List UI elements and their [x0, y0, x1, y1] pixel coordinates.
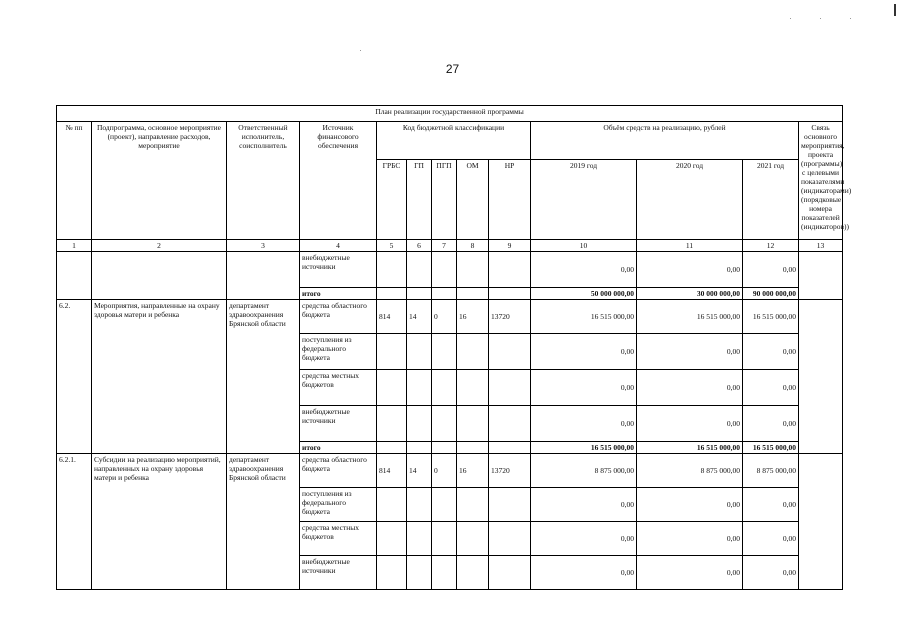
amount-2019: 8 875 000,00	[531, 454, 637, 488]
scan-speck	[360, 50, 361, 51]
amount-2020: 0,00	[637, 252, 743, 288]
col-number: 7	[432, 240, 457, 252]
header-subprogram: Подпрограмма, основное мероприятие (проект), направление расходов, мероприятие	[92, 122, 227, 240]
code-pgp: 0	[432, 300, 457, 334]
col-number: 5	[377, 240, 407, 252]
amount-2021: 0,00	[743, 556, 799, 590]
header-row-1	[57, 122, 843, 160]
header-grbs: ГРБС	[377, 160, 407, 240]
total-2020: 16 515 000,00	[637, 442, 743, 454]
amount-2019: 0,00	[531, 334, 637, 370]
code-om: 16	[457, 300, 489, 334]
col-number: 6	[407, 240, 432, 252]
source-cell: внебюджетные источники	[300, 406, 377, 442]
table-title-row	[57, 106, 843, 122]
code-grbs: 814	[377, 300, 407, 334]
header-link: Связь основного мероприятия, проекта (программы) с целевыми показателями (индикаторами) (порядковые номера показателей (индикаторов))	[799, 122, 843, 240]
col-number: 4	[300, 240, 377, 252]
header-budget-code: Код бюджетной классификации	[377, 122, 531, 160]
amount-2021: 0,00	[743, 406, 799, 442]
amount-2020: 0,00	[637, 488, 743, 522]
source-cell: внебюджетные источники	[300, 556, 377, 590]
total-2021: 90 000 000,00	[743, 288, 799, 300]
amount-2020: 0,00	[637, 334, 743, 370]
col-number: 9	[489, 240, 531, 252]
col-number: 8	[457, 240, 489, 252]
col-number: 1	[57, 240, 92, 252]
col-number: 2	[92, 240, 227, 252]
code-grbs: 814	[377, 454, 407, 488]
col-number: 13	[799, 240, 843, 252]
amount-2021: 0,00	[743, 252, 799, 288]
program-plan-table	[56, 105, 852, 590]
code-pgp: 0	[432, 454, 457, 488]
amount-2019: 0,00	[531, 406, 637, 442]
amount-2019: 0,00	[531, 556, 637, 590]
item-responsible: департамент здравоохранения Брянской области	[227, 454, 300, 590]
code-om: 16	[457, 454, 489, 488]
header-responsible: Ответственный исполнитель, соисполнитель	[227, 122, 300, 240]
amount-2021: 16 515 000,00	[743, 300, 799, 334]
scan-speck	[850, 18, 851, 19]
total-2019: 16 515 000,00	[531, 442, 637, 454]
amount-2019: 0,00	[531, 522, 637, 556]
col-number: 11	[637, 240, 743, 252]
source-cell: средства областного бюджета	[300, 454, 377, 488]
code-gp: 14	[407, 300, 432, 334]
page-number: 27	[445, 62, 460, 76]
header-pgp: ПГП	[432, 160, 457, 240]
total-2021: 16 515 000,00	[743, 442, 799, 454]
code-nr: 13720	[489, 454, 531, 488]
amount-2020: 16 515 000,00	[637, 300, 743, 334]
amount-2021: 0,00	[743, 334, 799, 370]
table-row	[57, 300, 843, 334]
scan-speck	[820, 18, 821, 19]
source-cell: внебюджетные источники	[300, 252, 377, 288]
header-volume: Объём средств на реализацию, рублей	[531, 122, 799, 160]
amount-2019: 16 515 000,00	[531, 300, 637, 334]
header-2019: 2019 год	[531, 160, 637, 240]
amount-2020: 0,00	[637, 556, 743, 590]
amount-2019: 0,00	[531, 488, 637, 522]
amount-2021: 8 875 000,00	[743, 454, 799, 488]
amount-2020: 0,00	[637, 406, 743, 442]
amount-2020: 0,00	[637, 522, 743, 556]
source-cell: поступления из федерального бюджета	[300, 488, 377, 522]
scan-speck	[790, 18, 791, 19]
code-nr: 13720	[489, 300, 531, 334]
total-label: итого	[300, 288, 377, 300]
item-responsible: департамент здравоохранения Брянской области	[227, 300, 300, 454]
amount-2021: 0,00	[743, 522, 799, 556]
item-number: 6.2.1.	[57, 454, 92, 590]
source-cell: средства местных бюджетов	[300, 522, 377, 556]
source-cell: средства областного бюджета	[300, 300, 377, 334]
amount-2020: 0,00	[637, 370, 743, 406]
header-num: № пп	[57, 122, 92, 240]
col-number: 10	[531, 240, 637, 252]
item-name: Субсидии на реализацию мероприятий, направленных на охрану здоровья матери и ребенка	[92, 454, 227, 590]
header-nr: НР	[489, 160, 531, 240]
table-title: План реализации государственной программы	[57, 106, 843, 122]
code-gp: 14	[407, 454, 432, 488]
header-source: Источник финансового обеспечения	[300, 122, 377, 240]
column-number-row	[57, 240, 843, 252]
col-number: 3	[227, 240, 300, 252]
total-2020: 30 000 000,00	[637, 288, 743, 300]
item-name: Мероприятия, направленные на охрану здоровья матери и ребенка	[92, 300, 227, 454]
item-number: 6.2.	[57, 300, 92, 454]
col-number: 12	[743, 240, 799, 252]
header-2021: 2021 год	[743, 160, 799, 240]
total-2019: 50 000 000,00	[531, 288, 637, 300]
table-row	[57, 252, 843, 288]
amount-2021: 0,00	[743, 370, 799, 406]
amount-2019: 0,00	[531, 370, 637, 406]
source-cell: средства местных бюджетов	[300, 370, 377, 406]
amount-2021: 0,00	[743, 488, 799, 522]
table-row	[57, 454, 843, 488]
total-label: итого	[300, 442, 377, 454]
header-gp: ГП	[407, 160, 432, 240]
scan-artifact-mark	[894, 4, 896, 16]
source-cell: поступления из федерального бюджета	[300, 334, 377, 370]
amount-2020: 8 875 000,00	[637, 454, 743, 488]
amount-2019: 0,00	[531, 252, 637, 288]
header-2020: 2020 год	[637, 160, 743, 240]
header-om: ОМ	[457, 160, 489, 240]
